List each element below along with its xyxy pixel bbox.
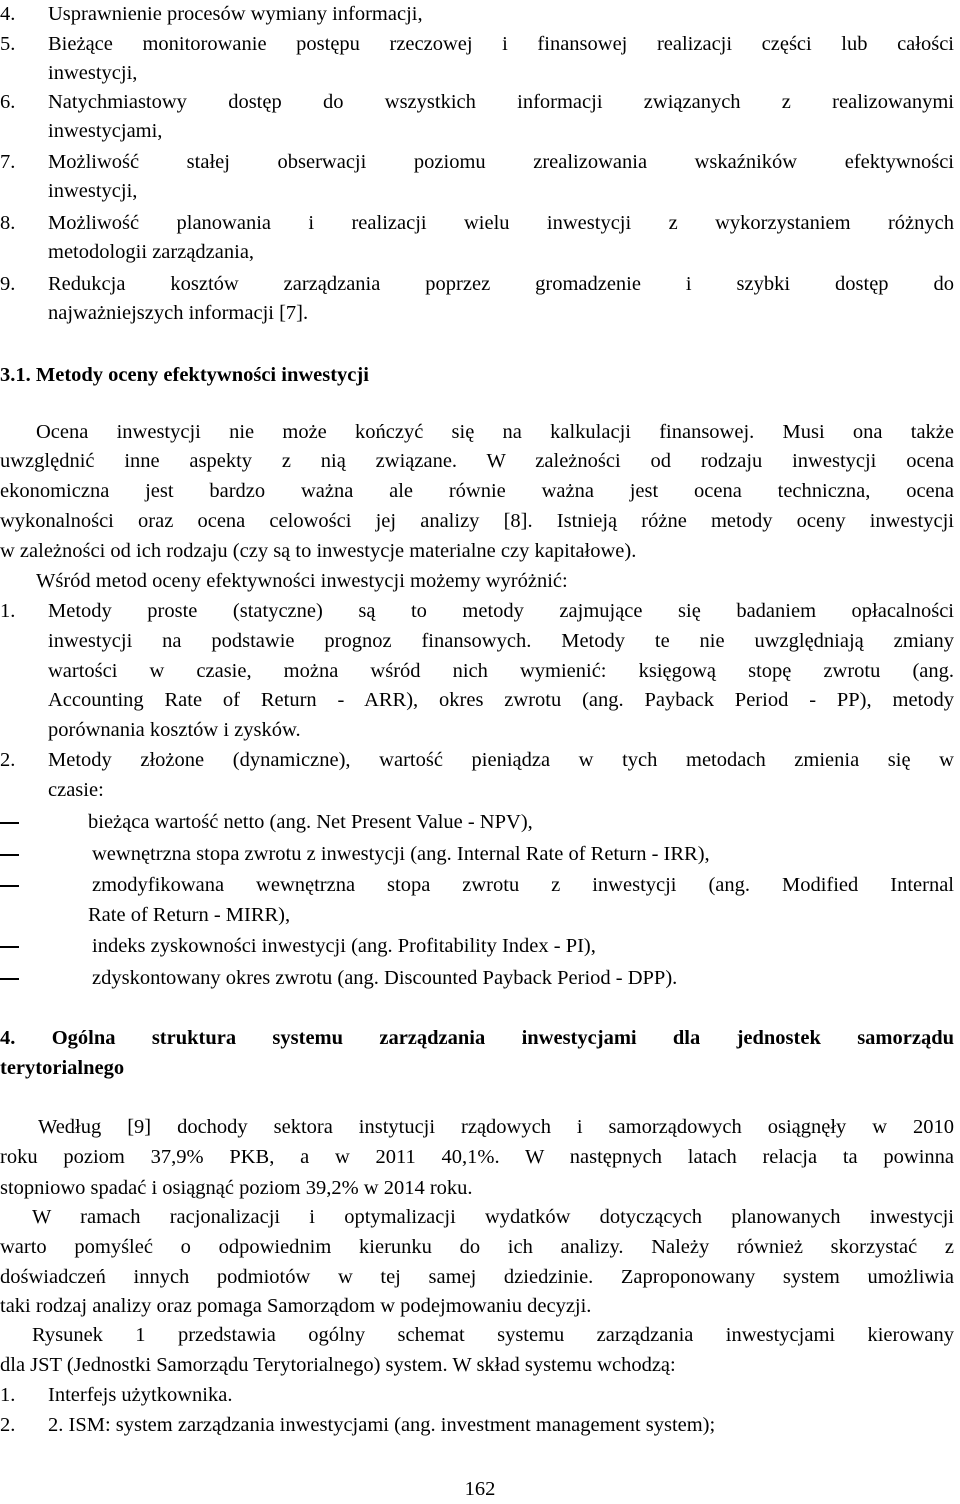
paragraph-text: wykonalności oraz ocena celowości jej analizy [8]. Istnieją różne metody oceny inwestycji	[0, 510, 954, 532]
list-text: inwestycjami,	[48, 120, 163, 142]
list-number: 8.	[0, 212, 16, 234]
list-text: inwestycji,	[48, 62, 138, 84]
list-number: 1.	[0, 1384, 16, 1406]
list-number: 2.	[0, 749, 16, 771]
list-text: Bieżące monitorowanie postępu rzeczowej i finansowej realizacji części lub całości	[48, 33, 954, 55]
list-text: inwestycji,	[48, 180, 138, 202]
list-number: 6.	[0, 91, 16, 113]
list-item	[0, 0, 960, 29]
list-item	[0, 270, 960, 299]
list-text: czasie:	[48, 779, 104, 801]
list-text: Usprawnienie procesów wymiany informacji,	[48, 3, 423, 25]
list-item-continuation	[0, 117, 960, 146]
paragraph-text: roku poziom 37,9% PKB, a w 2011 40,1%. W następnych latach relacja ta powinna	[0, 1146, 954, 1168]
paragraph-text: doświadczeń innych podmiotów w tej samej dziedzinie. Zaproponowany system umożliwia	[0, 1266, 954, 1288]
list-number: 1.	[0, 600, 16, 622]
paragraph-line	[0, 1321, 960, 1350]
dash-list-item-continuation	[0, 901, 960, 930]
list-text: zdyskontowany okres zwrotu (ang. Discounted Payback Period - DPP).	[92, 967, 678, 989]
paragraph-line	[0, 1233, 960, 1262]
paragraph-text: W ramach racjonalizacji i optymalizacji wydatków dotyczących planowanych inwestycji	[32, 1206, 954, 1228]
dash-list-item	[0, 871, 960, 900]
dash-bullet	[0, 822, 19, 824]
list-number: 5.	[0, 33, 16, 55]
section-heading-continuation	[0, 1054, 960, 1083]
paragraph-text: stopniowo spadać i osiągnąć poziom 39,2% w 2014 roku.	[0, 1177, 473, 1199]
list-item	[0, 209, 960, 238]
paragraph-line	[0, 1292, 960, 1321]
list-text: Natychmiastowy dostęp do wszystkich informacji związanych z realizowanymi	[48, 91, 954, 113]
section-heading	[0, 361, 960, 390]
paragraph-line	[0, 537, 960, 566]
list-text: metodologii zarządzania,	[48, 241, 255, 263]
paragraph-text: Ocena inwestycji nie może kończyć się na kalkulacji finansowej. Musi ona także	[36, 421, 954, 443]
paragraph-text: taki rodzaj analizy oraz pomaga Samorządom w podejmowaniu decyzji.	[0, 1295, 592, 1317]
list-number: 9.	[0, 273, 16, 295]
list-item	[0, 88, 960, 117]
list-item	[0, 30, 960, 59]
paragraph-text: Wśród metod oceny efektywności inwestycji możemy wyróżnić:	[36, 570, 568, 592]
paragraph-text: uwzględnić inne aspekty z nią związane. W zależności od rodzaju inwestycji ocena	[0, 450, 954, 472]
list-item	[0, 1381, 960, 1410]
paragraph-line	[0, 1113, 960, 1142]
list-number: 7.	[0, 151, 16, 173]
dash-list-item	[0, 964, 960, 993]
paragraph-text: Rysunek 1 przedstawia ogólny schemat systemu zarządzania inwestycjami kierowany	[32, 1324, 954, 1346]
list-item	[0, 1411, 960, 1440]
list-text: Możliwość planowania i realizacji wielu inwestycji z wykorzystaniem różnych	[48, 212, 954, 234]
list-text: porównania kosztów i zysków.	[48, 719, 301, 741]
list-text: Rate of Return - MIRR),	[88, 904, 291, 926]
list-item	[0, 148, 960, 177]
paragraph-line	[0, 447, 960, 476]
list-text: inwestycji na podstawie prognoz finansowych. Metody te nie uwzględniają zmiany	[48, 630, 954, 652]
page-number: 162	[464, 1478, 496, 1500]
list-item-continuation	[0, 686, 960, 715]
list-text: zmodyfikowana wewnętrzna stopa zwrotu z inwestycji (ang. Modified Internal	[92, 874, 954, 896]
paragraph-line	[0, 418, 960, 447]
section-heading-text: 4. Ogólna struktura systemu zarządzania inwestycjami dla jednostek samorządu	[0, 1027, 954, 1049]
dash-list-item	[0, 840, 960, 869]
paragraph-line	[0, 1263, 960, 1292]
paragraph-line	[0, 1203, 960, 1232]
paragraph-line	[0, 1174, 960, 1203]
list-item-continuation	[0, 177, 960, 206]
paragraph-line	[0, 1351, 960, 1380]
list-item	[0, 597, 960, 626]
list-text: Możliwość stałej obserwacji poziomu zrealizowania wskaźników efektywności	[48, 151, 954, 173]
section-heading	[0, 1024, 960, 1053]
dash-bullet	[0, 854, 19, 856]
list-text: Metody proste (statyczne) są to metody zajmujące się badaniem opłacalności	[48, 600, 954, 622]
list-item-continuation	[0, 238, 960, 267]
list-item-continuation	[0, 299, 960, 328]
paragraph-text: ekonomiczna jest bardzo ważna ale równie ważna jest ocena techniczna, ocena	[0, 480, 954, 502]
list-text: najważniejszych informacji [7].	[48, 302, 309, 324]
paragraph-line	[0, 1143, 960, 1172]
list-item-continuation	[0, 716, 960, 745]
paragraph-line	[0, 507, 960, 536]
list-number: 2.	[0, 1414, 16, 1436]
list-item-continuation	[0, 657, 960, 686]
dash-list-item	[0, 808, 960, 837]
list-text: 2. ISM: system zarządzania inwestycjami (ang. investment management system);	[48, 1414, 716, 1436]
list-item-continuation	[0, 59, 960, 88]
paragraph-text: warto pomyśleć o odpowiednim kierunku do ich analizy. Należy również skorzystać z	[0, 1236, 954, 1258]
section-heading-text: terytorialnego	[0, 1057, 125, 1079]
list-item-continuation	[0, 776, 960, 805]
dash-bullet	[0, 885, 19, 887]
list-text: bieżąca wartość netto (ang. Net Present Value - NPV),	[88, 811, 533, 833]
list-text: wewnętrzna stopa zwrotu z inwestycji (ang. Internal Rate of Return - IRR),	[92, 843, 710, 865]
dash-list-item	[0, 932, 960, 961]
dash-bullet	[0, 946, 19, 948]
paragraph-text: w zależności od ich rodzaju (czy są to inwestycje materialne czy kapitałowe).	[0, 540, 637, 562]
list-text: Interfejs użytkownika.	[48, 1384, 233, 1406]
paragraph-line	[0, 477, 960, 506]
paragraph-text: dla JST (Jednostki Samorządu Terytorialnego) system. W skład systemu wchodzą:	[0, 1354, 676, 1376]
list-text: indeks zyskowności inwestycji (ang. Profitability Index - PI),	[92, 935, 596, 957]
paragraph-text: Według [9] dochody sektora instytucji rządowych i samorządowych osiągnęły w 2010	[38, 1116, 954, 1138]
list-text: Metody złożone (dynamiczne), wartość pieniądza w tych metodach zmienia się w	[48, 749, 954, 771]
methods-intro	[0, 567, 960, 596]
list-text: Redukcja kosztów zarządzania poprzez gromadzenie i szybki dostęp do	[48, 273, 954, 295]
dash-bullet	[0, 978, 19, 980]
list-text: wartości w czasie, można wśród nich wymienić: księgową stopę zwrotu (ang.	[48, 660, 954, 682]
list-item	[0, 746, 960, 775]
list-number: 4.	[0, 3, 16, 25]
list-text: Accounting Rate of Return - ARR), okres zwrotu (ang. Payback Period - PP), metody	[48, 689, 954, 711]
list-item-continuation	[0, 627, 960, 656]
section-heading-text: 3.1. Metody oceny efektywności inwestycji	[0, 364, 369, 386]
